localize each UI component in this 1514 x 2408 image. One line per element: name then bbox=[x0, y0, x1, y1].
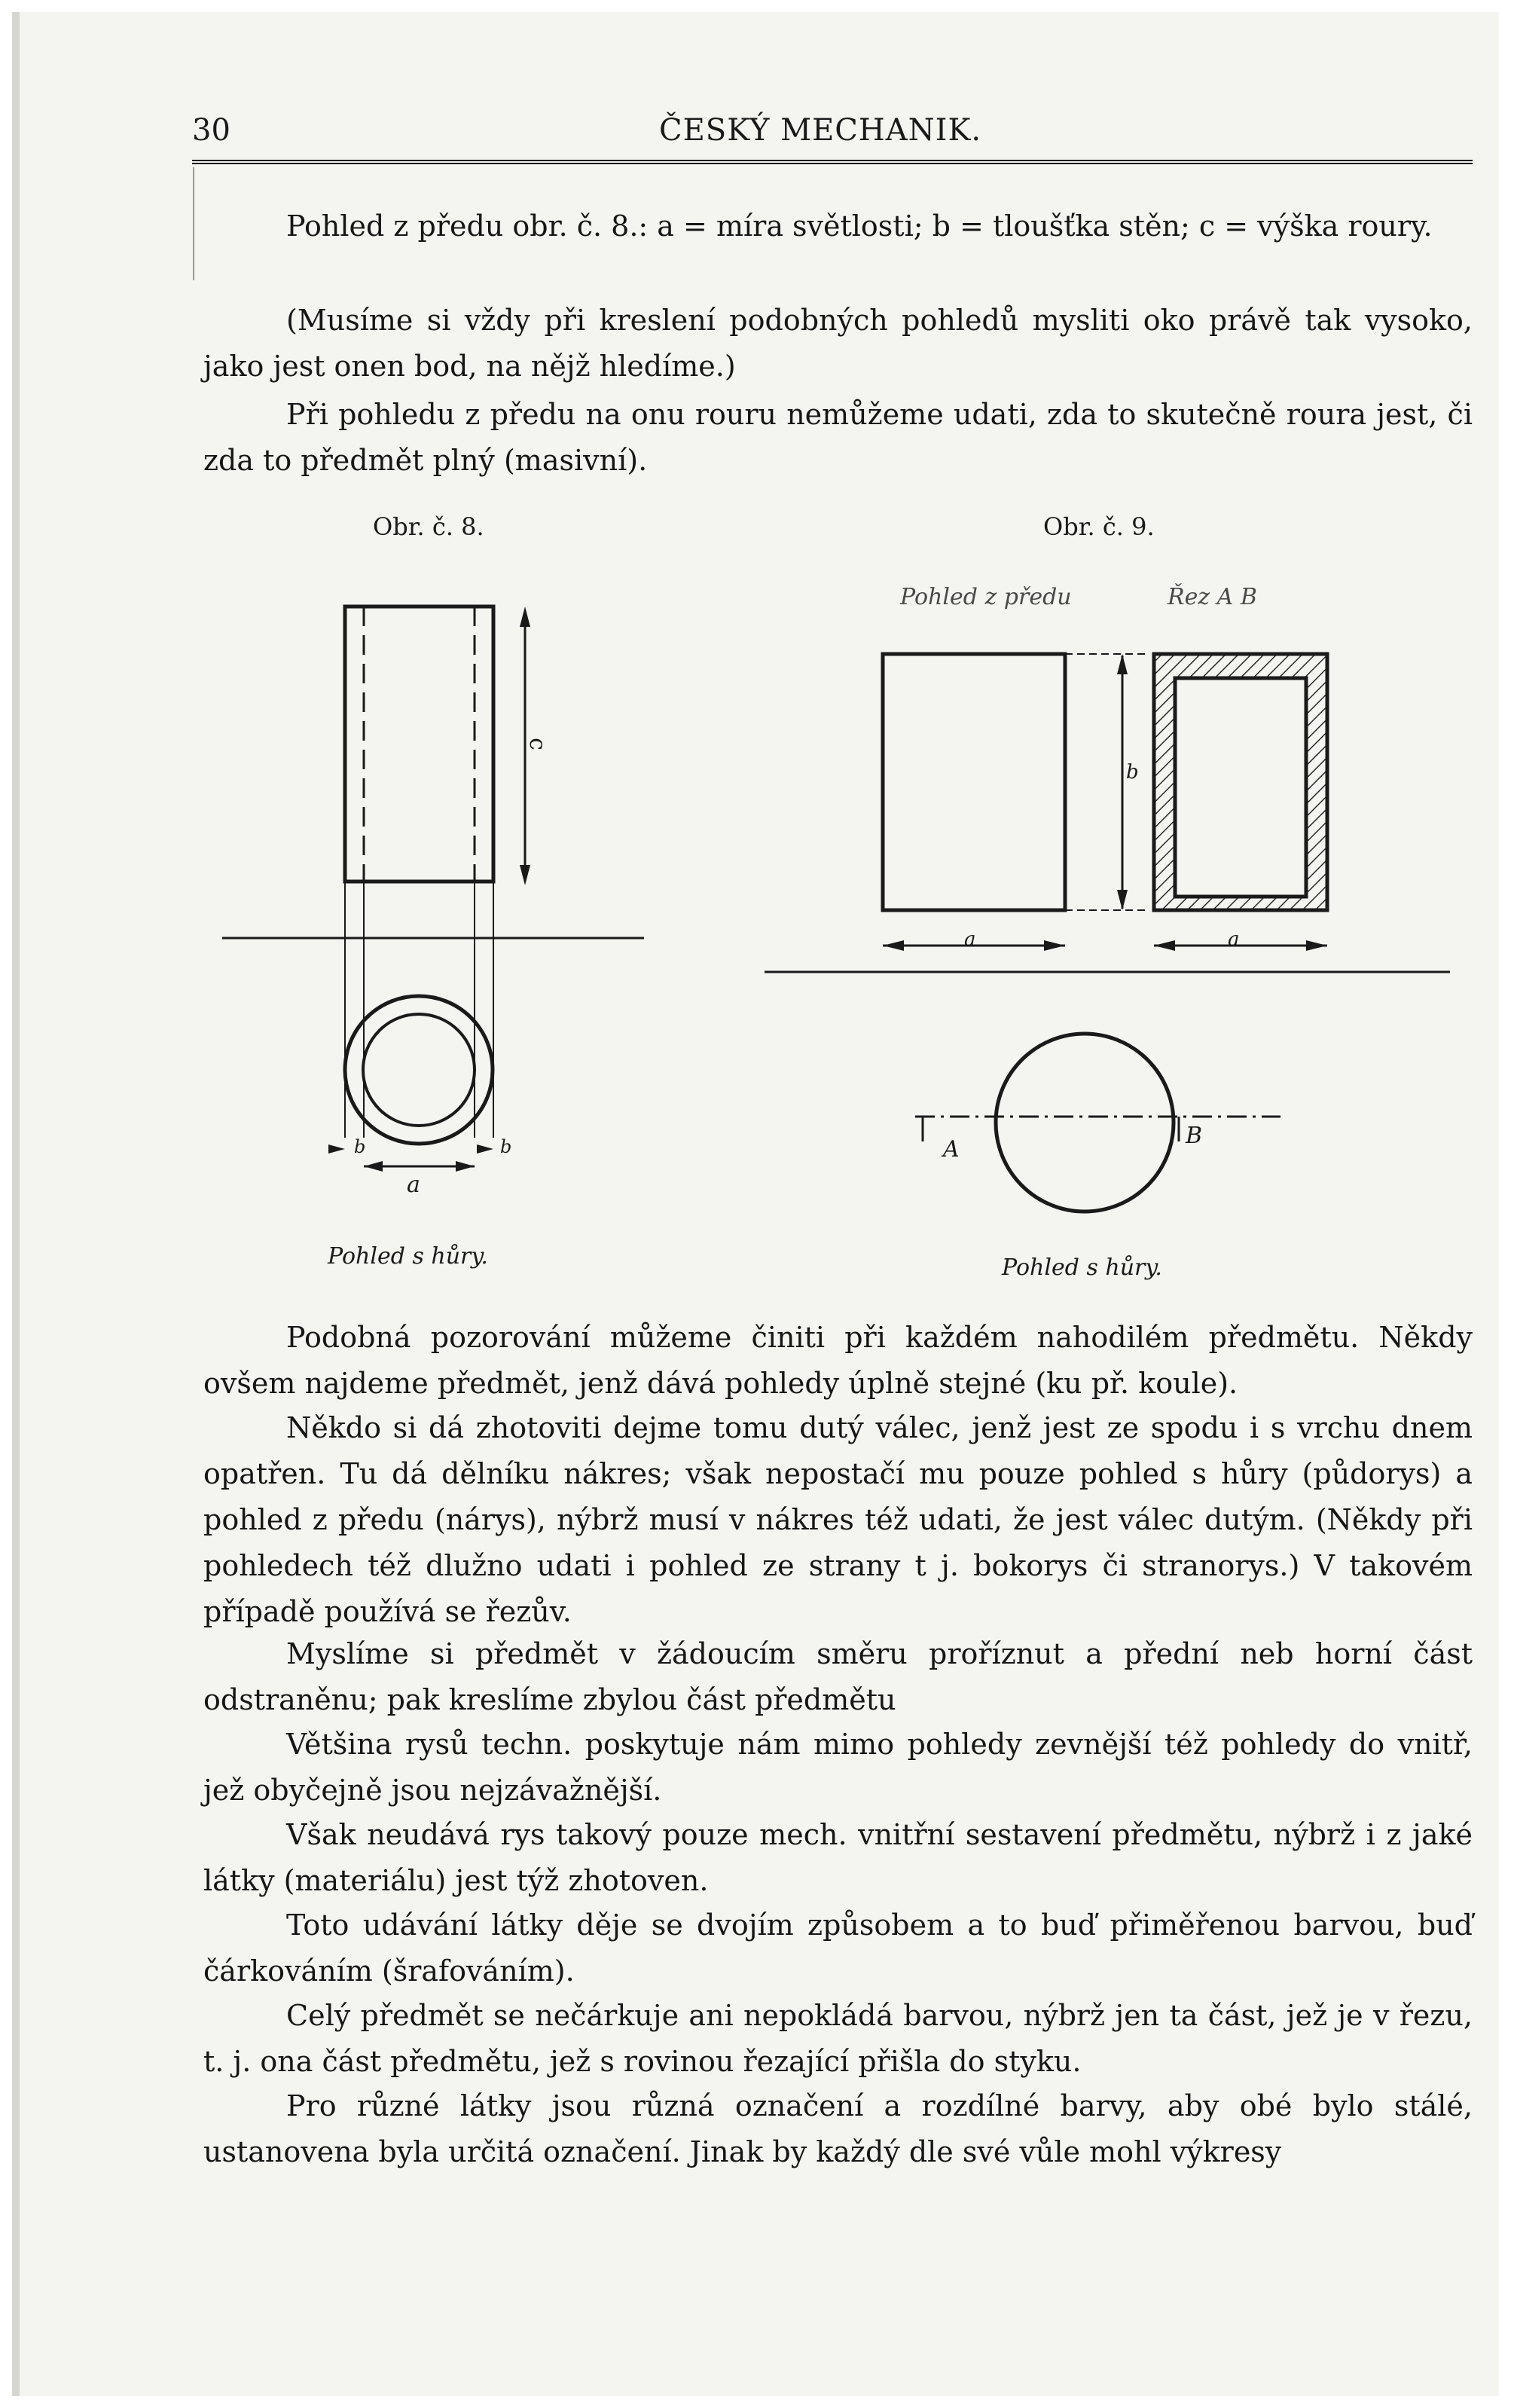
fig9-caption: Obr. č. 9. bbox=[1043, 512, 1155, 541]
journal-title: ČESKÝ MECHANIK. bbox=[659, 113, 982, 148]
fig9-dim-b-label: b bbox=[1126, 761, 1139, 784]
page-number: 30 bbox=[192, 113, 230, 148]
fig9-dim-a-left-arrow-left bbox=[883, 940, 904, 951]
fig9-dim-a-right-label: a bbox=[1228, 928, 1240, 951]
fig8-caption: Obr. č. 8. bbox=[373, 512, 484, 541]
fig8-dim-b-left-label: b bbox=[354, 1136, 366, 1157]
paragraph-1: Pohled z předu obr. č. 8.: a = míra světlosti; b = tloušťka stěn; c = výška roury. bbox=[286, 209, 1433, 243]
paragraph-9: Toto udávání látky děje se dvojím způsobem a to buď přiměřenou barvou, buď čárkováním (šrafováním). bbox=[203, 1908, 1473, 1988]
fig8-dim-a-label: a bbox=[407, 1172, 420, 1198]
fig9-dim-b-arrow-top bbox=[1117, 654, 1128, 674]
fig9-section-cavity bbox=[1175, 678, 1306, 897]
paragraph-4: Podobná pozorování můžeme činiti při každém nahodilém předmětu. Někdy ovšem najdeme předmět, jenž dává pohledy úplně stejné (ku př. koule). bbox=[203, 1321, 1473, 1400]
paragraph-8: Však neudává rys takový pouze mech. vnitřní sestavení předmětu, nýbrž i z jaké látky (materiálu) jest týž zhotoven. bbox=[203, 1818, 1473, 1897]
paragraph-6: Myslíme si předmět v žádoucím směru proříznut a přední neb horní část odstraněnu; pak kreslíme zbylou část předmětu bbox=[203, 1637, 1473, 1716]
fig9-label-B: B bbox=[1186, 1123, 1203, 1149]
fig9-dim-a-right-arrow-left bbox=[1154, 940, 1175, 951]
fig9-handwritten-front: Pohled z předu bbox=[900, 584, 1072, 610]
paragraph-7: Většina rysů techn. poskytuje nám mimo pohledy zevnější též pohledy do vnitř, jež obyčejně jsou nejzávažnější. bbox=[203, 1728, 1473, 1807]
paragraph-5: Někdo si dá zhotoviti dejme tomu dutý válec, jenž jest ze spodu i s vrchu dnem opatřen. Tu dá dělníku nákres; však nepostačí mu pouze pohled s hůry (půdorys) a pohled z předu (nárys), nýbrž musí v nákres též udati, že jest válec dutým. (Někdy při pohledech též dlužno udati i pohled ze strany t j. bokorys či stranorys.) V takovém případě používá se řezův. bbox=[203, 1411, 1473, 1628]
fig9-dim-b-arrow-bottom bbox=[1117, 890, 1128, 910]
fig8-dim-b-right-label: b bbox=[500, 1136, 512, 1157]
fig8-bottom-caption: Pohled s hůry. bbox=[328, 1243, 488, 1270]
fig9-front-outline bbox=[883, 654, 1065, 910]
paragraph-10: Celý předmět se nečárkuje ani nepokládá barvou, nýbrž jen ta část, jež je v řezu, t. j. ona část předmětu, jež s rovinou řezající přišla do styku. bbox=[203, 1999, 1473, 2078]
fig9-dim-a-left-label: a bbox=[964, 928, 976, 951]
paragraph-11: Pro různé látky jsou různá označení a rozdílné barvy, aby obé bylo stálé, ustanovena byla určitá označení. Jinak by každý dle své vůle mohl výkresy bbox=[203, 2089, 1473, 2168]
fig9-dim-a-right-arrow-right bbox=[1306, 940, 1327, 951]
paragraph-3: Při pohledu z předu na onu rouru nemůžeme udati, zda to skutečně roura jest, či zda to předmět plný (masivní). bbox=[203, 398, 1473, 477]
fig9-label-A: A bbox=[943, 1136, 960, 1163]
fig9-handwritten-section: Řez A B bbox=[1168, 584, 1257, 610]
fig8-dim-c-label: c bbox=[523, 738, 551, 750]
fig9-plan-circle bbox=[996, 1034, 1174, 1212]
fig9-dim-a-left-arrow-right bbox=[1044, 940, 1065, 951]
fig9-bottom-caption: Pohled s hůry. bbox=[1002, 1254, 1162, 1281]
paragraph-2: (Musíme si vždy při kreslení podobných pohledů mysliti oko právě tak vysoko, jako jest onen bod, na nějž hledíme.) bbox=[203, 304, 1473, 383]
